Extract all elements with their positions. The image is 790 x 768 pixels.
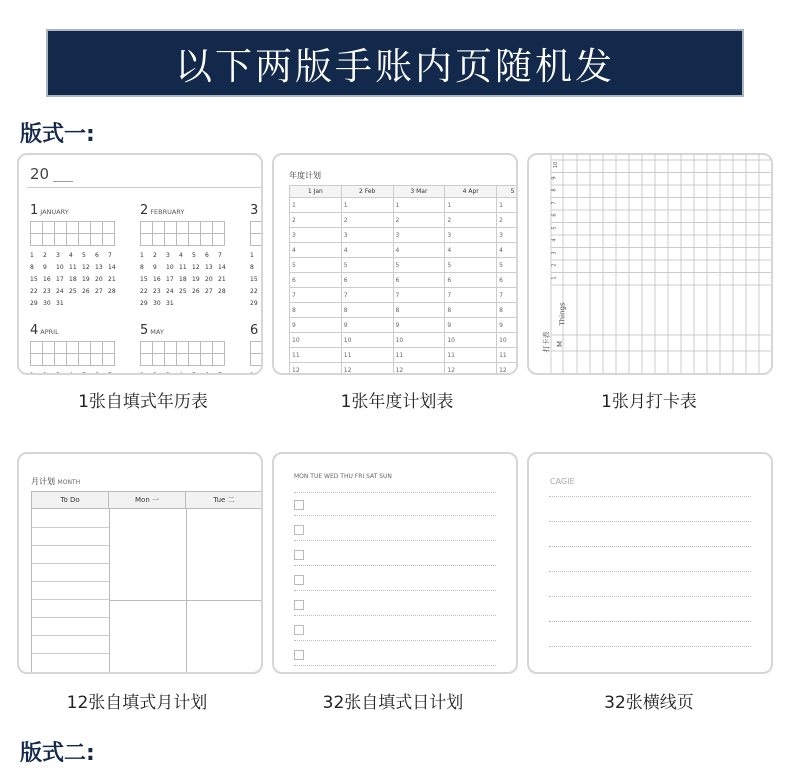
lined-card bbox=[527, 452, 773, 674]
monthplan-column-header: To Do bbox=[32, 492, 109, 508]
lined-caption: 32张横线页 bbox=[604, 693, 694, 713]
month-block bbox=[250, 323, 263, 375]
month-block bbox=[30, 323, 121, 375]
month-grid bbox=[140, 221, 225, 246]
yearplan-caption: 1张年度计划表 bbox=[340, 392, 454, 412]
yearplan-table: 1 Jan 2 Feb 3 Mar 4 Apr 5 1 1 1 1 1 2 2 2 2 2 3 3 3 3 3 4 4 4 4 4 5 5 5 5 5 6 6 6 6 6 7 7 7 7 7 8 8 8 8 8 9 9 9 9 9 10 10 10 10 10 11 11 11 11 11 12 12 12 12 12 bbox=[289, 185, 518, 375]
checkin-m-label: M bbox=[556, 340, 565, 348]
month-days bbox=[30, 372, 121, 375]
month-heading: 5 MAY bbox=[140, 323, 164, 338]
banner bbox=[46, 29, 744, 97]
task-checkbox[interactable] bbox=[294, 650, 304, 660]
divider bbox=[27, 187, 261, 188]
brand-mark: CAGIE bbox=[550, 477, 575, 486]
checkin-row-number: 3 bbox=[551, 250, 558, 255]
yearplan-column-header: 1 Jan bbox=[290, 186, 342, 198]
checkin-grid-lines bbox=[529, 155, 773, 375]
checkin-row-number: 4 bbox=[551, 238, 558, 242]
dayplan-caption: 32张自填式日计划 bbox=[322, 693, 464, 713]
yearplan-column-header: 4 Apr bbox=[445, 186, 497, 198]
month-days bbox=[250, 372, 263, 375]
calendar-caption: 1张自填式年历表 bbox=[78, 392, 208, 412]
checkin-things-label: Things bbox=[558, 302, 567, 326]
month-block bbox=[140, 203, 231, 307]
ruled-line bbox=[549, 571, 751, 572]
ruled-line bbox=[549, 621, 751, 622]
ruled-line bbox=[549, 646, 751, 647]
monthplan-caption: 12张自填式月计划 bbox=[66, 693, 208, 713]
monthplan-body bbox=[31, 509, 263, 674]
weekday-row: MON TUE WED THU FRI SAT SUN bbox=[294, 473, 392, 480]
month-heading: 3 bbox=[250, 203, 259, 218]
checkin-row-number: 10 bbox=[553, 161, 560, 169]
checkin-row-number: 5 bbox=[551, 225, 558, 230]
ruled-line bbox=[549, 521, 751, 522]
checkin-row-number: 9 bbox=[551, 175, 558, 180]
task-line bbox=[294, 640, 496, 641]
task-checkbox[interactable] bbox=[294, 625, 304, 635]
month-block bbox=[250, 203, 263, 307]
checkin-row-number: 7 bbox=[551, 200, 558, 205]
task-line bbox=[294, 540, 496, 541]
month-grid bbox=[30, 341, 115, 366]
calendar-card bbox=[17, 153, 263, 375]
task-line bbox=[294, 565, 496, 566]
checkin-row-number: 8 bbox=[551, 188, 558, 192]
task-line bbox=[294, 615, 496, 616]
month-grid bbox=[30, 221, 115, 246]
month-days: 1 2 3 4 5 6 7 8 9 10 11 12 13 14 15 16 17 18 19 20 21 22 23 24 25 26 27 28 29 30 31 bbox=[140, 252, 226, 307]
month-days: 1 8 15 22 29 bbox=[250, 252, 258, 307]
checkin-row-number: 1 bbox=[551, 275, 558, 280]
yearplan-column-header: 3 Mar bbox=[393, 186, 445, 198]
month-heading: 1 JANUARY bbox=[30, 203, 69, 218]
task-checkbox[interactable] bbox=[294, 600, 304, 610]
task-checkbox[interactable] bbox=[294, 525, 304, 535]
yearplan-title: 年度计划 bbox=[289, 171, 321, 180]
month-grid bbox=[250, 341, 263, 366]
yearplan-card bbox=[272, 153, 518, 375]
monthcheck-caption: 1张月打卡表 bbox=[601, 392, 697, 412]
monthplan-header bbox=[31, 491, 263, 509]
task-line bbox=[294, 515, 496, 516]
calendar-year: 20 bbox=[30, 165, 50, 183]
yearplan-column-header: 2 Feb bbox=[341, 186, 393, 198]
year-fill-line bbox=[53, 181, 73, 182]
month-days bbox=[140, 372, 231, 375]
month-heading: 2 FEBRUARY bbox=[140, 203, 185, 218]
month-heading: 4 APRIL bbox=[30, 323, 59, 338]
ruled-line bbox=[549, 496, 751, 497]
rule bbox=[294, 492, 496, 493]
section-title-two: 版式二: bbox=[20, 741, 95, 766]
yearplan-column-header: 5 bbox=[497, 186, 518, 198]
checkin-side-label: 打卡表 bbox=[542, 331, 551, 353]
month-grid bbox=[140, 341, 225, 366]
monthplan-column-header: Tue 二 bbox=[186, 492, 263, 508]
monthcheck-card bbox=[527, 153, 773, 375]
banner-title: 以下两版手账内页随机发 bbox=[175, 45, 615, 88]
task-line bbox=[294, 590, 496, 591]
checkin-row-number: 2 bbox=[551, 263, 558, 267]
month-grid bbox=[250, 221, 263, 246]
task-line bbox=[294, 665, 496, 666]
ruled-line bbox=[549, 596, 751, 597]
month-block bbox=[140, 323, 231, 375]
task-checkbox[interactable] bbox=[294, 550, 304, 560]
month-block bbox=[30, 203, 121, 307]
checkin-row-number: 6 bbox=[551, 213, 558, 217]
task-checkbox[interactable] bbox=[294, 575, 304, 585]
monthplan-title: 月计划 MONTH bbox=[31, 477, 81, 486]
dayplan-card bbox=[272, 452, 518, 674]
monthplan-card bbox=[17, 452, 263, 674]
section-title-one: 版式一: bbox=[20, 122, 95, 147]
monthplan-column-header: Mon 一 bbox=[109, 492, 186, 508]
month-days: 1 2 3 4 5 6 7 8 9 10 11 12 13 14 15 16 17 18 19 20 21 22 23 24 25 26 27 28 29 30 31 bbox=[30, 252, 116, 307]
ruled-line bbox=[549, 546, 751, 547]
task-checkbox[interactable] bbox=[294, 500, 304, 510]
month-heading: 6 bbox=[250, 323, 259, 338]
